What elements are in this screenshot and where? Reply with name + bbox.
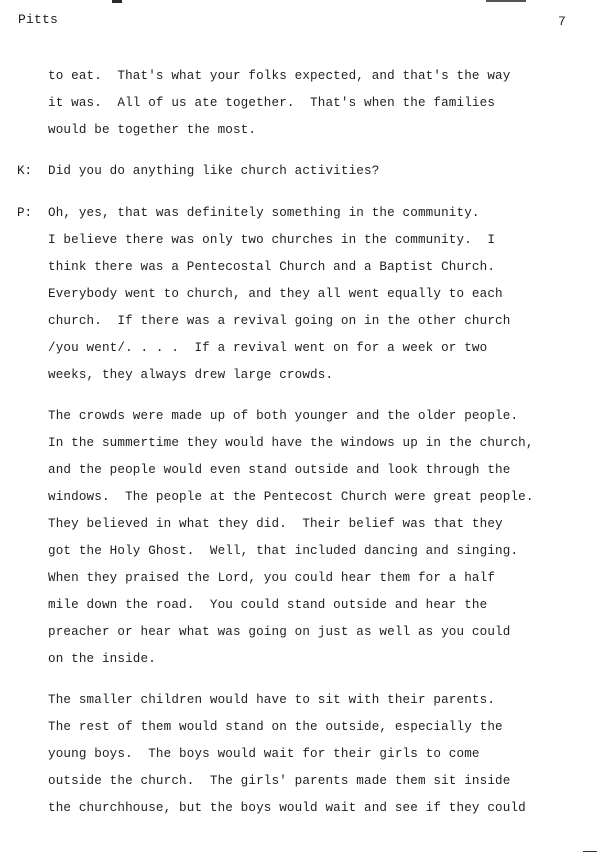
text-line: When they praised the Lord, you could hear them for a half bbox=[48, 571, 496, 585]
scan-smudge bbox=[112, 0, 122, 3]
text-line: would be together the most. bbox=[48, 123, 257, 137]
text-line: on the inside. bbox=[48, 652, 156, 666]
text-line: to eat. That's what your folks expected, and that's the way bbox=[48, 69, 511, 83]
text-line: They believed in what they did. Their belief was that they bbox=[48, 517, 503, 531]
text-line: The rest of them would stand on the outside, especially the bbox=[48, 720, 503, 734]
text-line: Did you do anything like church activities? bbox=[48, 164, 380, 178]
text-line: In the summertime they would have the windows up in the church, bbox=[48, 436, 534, 450]
text-line: weeks, they always drew large crowds. bbox=[48, 368, 334, 382]
text-line: /you went/. . . . If a revival went on for a week or two bbox=[48, 341, 488, 355]
text-line: church. If there was a revival going on in the other church bbox=[48, 314, 511, 328]
text-line: The smaller children would have to sit with their parents. bbox=[48, 693, 496, 707]
scan-mark bbox=[583, 851, 597, 852]
text-line: I believe there was only two churches in the community. I bbox=[48, 233, 496, 247]
text-line: it was. All of us ate together. That's when the families bbox=[48, 96, 496, 110]
text-line: windows. The people at the Pentecost Church were great people. bbox=[48, 490, 534, 504]
text-line: Everybody went to church, and they all went equally to each bbox=[48, 287, 503, 301]
text-line: young boys. The boys would wait for their girls to come bbox=[48, 747, 480, 761]
text-line: Oh, yes, that was definitely something in the community. bbox=[48, 206, 480, 220]
text-line: and the people would even stand outside and look through the bbox=[48, 463, 511, 477]
page-number: 7 bbox=[558, 14, 566, 29]
scan-smudge bbox=[486, 0, 526, 2]
text-line: outside the church. The girls' parents made them sit inside bbox=[48, 774, 511, 788]
speaker-label: P: bbox=[17, 206, 33, 220]
text-line: The crowds were made up of both younger and the older people. bbox=[48, 409, 519, 423]
text-line: got the Holy Ghost. Well, that included dancing and singing. bbox=[48, 544, 519, 558]
speaker-label: K: bbox=[17, 164, 33, 178]
text-line: mile down the road. You could stand outside and hear the bbox=[48, 598, 488, 612]
text-line: preacher or hear what was going on just as well as you could bbox=[48, 625, 511, 639]
text-line: think there was a Pentecostal Church and a Baptist Church. bbox=[48, 260, 496, 274]
header-name: Pitts bbox=[18, 12, 59, 27]
text-line: the churchhouse, but the boys would wait and see if they could bbox=[48, 801, 526, 815]
